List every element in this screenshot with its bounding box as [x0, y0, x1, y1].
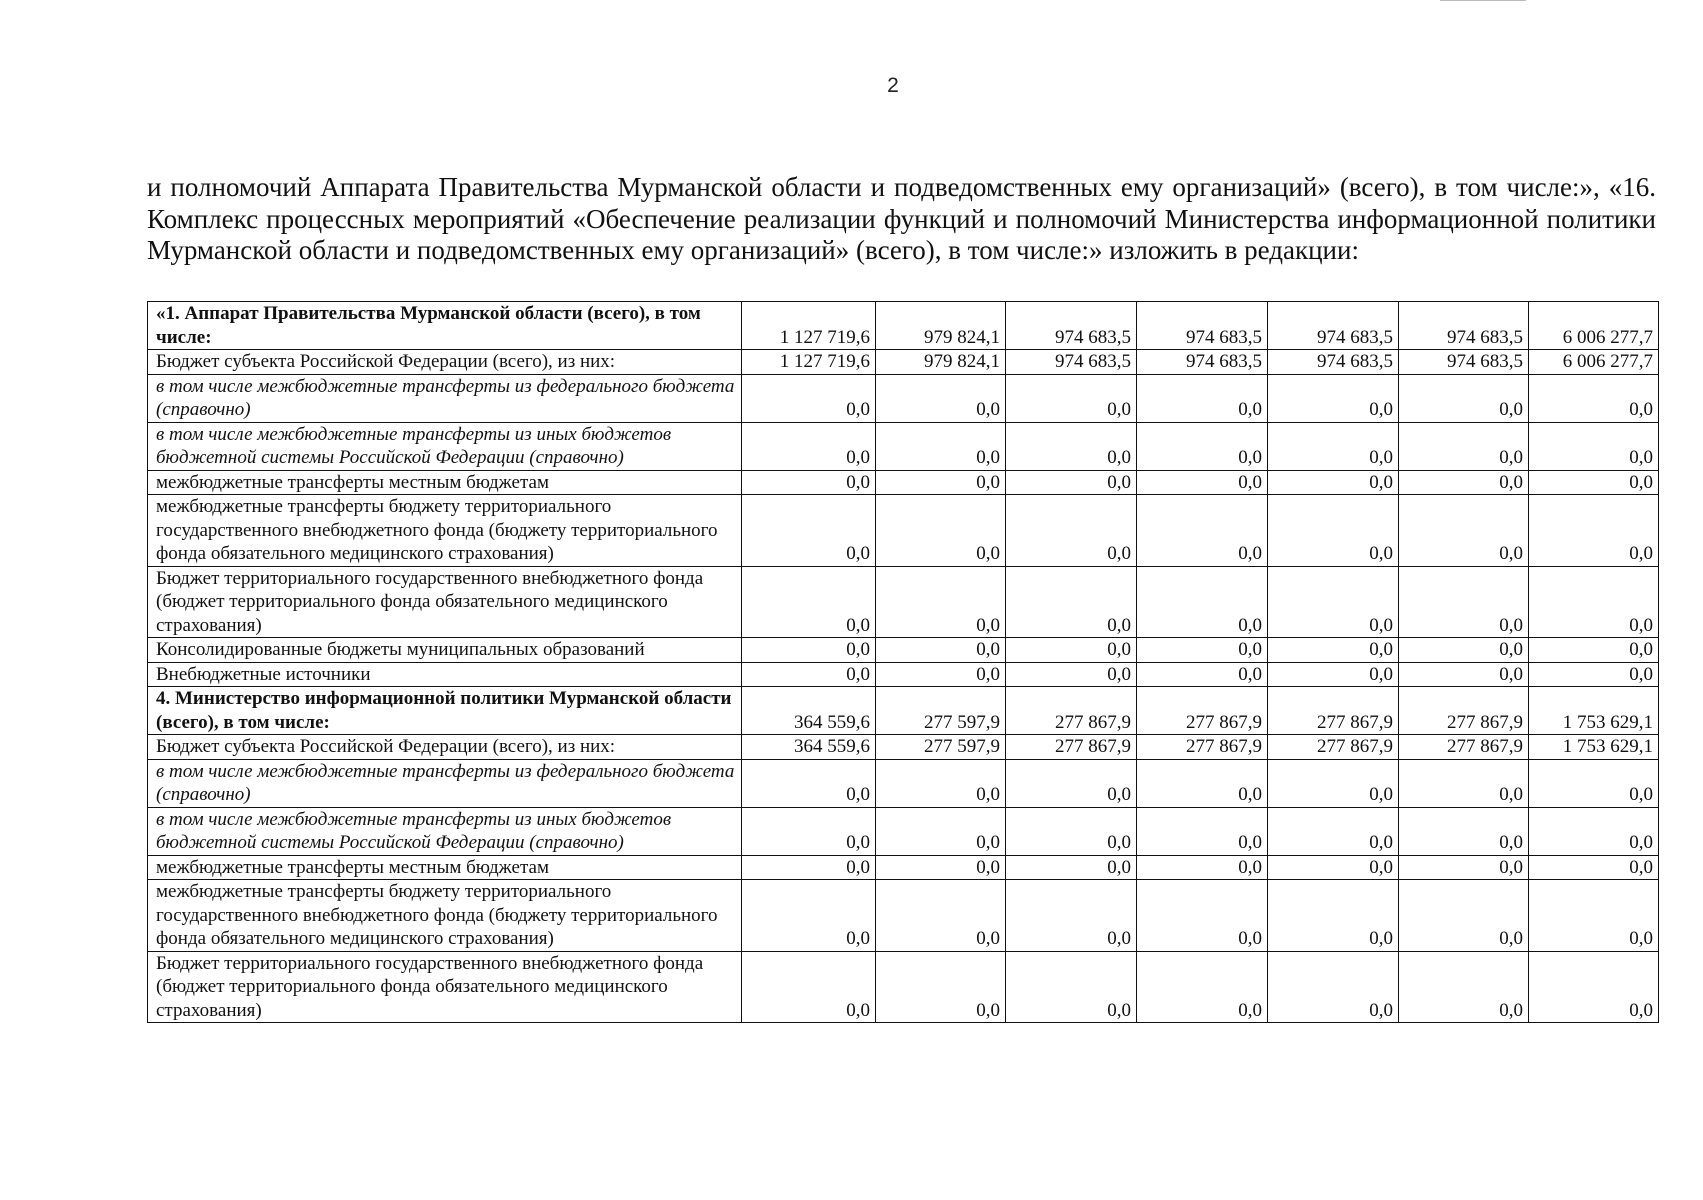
- row-year-value: 0,0: [1006, 951, 1137, 1023]
- row-year-value: 1 127 719,6: [742, 350, 876, 375]
- row-year-value: 0,0: [742, 374, 876, 422]
- table-row: [148, 759, 1659, 807]
- row-year-value: 0,0: [742, 422, 876, 470]
- table-row: [148, 422, 1659, 470]
- page-number: 2: [887, 74, 899, 97]
- table-row: [148, 638, 1659, 663]
- row-year-value: 0,0: [1137, 951, 1268, 1023]
- row-year-value: 0,0: [1399, 374, 1529, 422]
- row-label: в том числе межбюджетные трансферты из федерального бюджета (справочно): [148, 759, 742, 807]
- table-row: [148, 662, 1659, 687]
- row-total-value: 0,0: [1529, 638, 1659, 663]
- row-year-value: 0,0: [876, 470, 1006, 495]
- row-year-value: 0,0: [1137, 662, 1268, 687]
- row-year-value: 974 683,5: [1137, 302, 1268, 350]
- row-year-value: 974 683,5: [1006, 350, 1137, 375]
- row-year-value: 0,0: [1006, 470, 1137, 495]
- row-year-value: 0,0: [742, 759, 876, 807]
- row-year-value: 0,0: [742, 951, 876, 1023]
- row-year-value: 0,0: [1137, 638, 1268, 663]
- row-year-value: 277 867,9: [1268, 687, 1399, 735]
- row-year-value: 277 867,9: [1137, 735, 1268, 760]
- row-year-value: 0,0: [876, 855, 1006, 880]
- row-label: межбюджетные трансферты местным бюджетам: [148, 855, 742, 880]
- row-total-value: 1 753 629,1: [1529, 687, 1659, 735]
- row-year-value: 0,0: [1399, 880, 1529, 952]
- row-year-value: 974 683,5: [1268, 302, 1399, 350]
- row-year-value: 974 683,5: [1399, 302, 1529, 350]
- row-year-value: 0,0: [876, 662, 1006, 687]
- row-year-value: 0,0: [1268, 374, 1399, 422]
- row-year-value: 974 683,5: [1268, 350, 1399, 375]
- row-year-value: 0,0: [742, 855, 876, 880]
- table-row: [148, 855, 1659, 880]
- row-year-value: 0,0: [1137, 470, 1268, 495]
- row-year-value: 0,0: [742, 566, 876, 638]
- table-row: [148, 350, 1659, 375]
- row-year-value: 0,0: [1268, 880, 1399, 952]
- row-label: Бюджет субъекта Российской Федерации (всего), из них:: [148, 735, 742, 760]
- row-year-value: 0,0: [876, 374, 1006, 422]
- row-year-value: 0,0: [1006, 566, 1137, 638]
- row-year-value: 0,0: [1268, 495, 1399, 567]
- row-total-value: 1 753 629,1: [1529, 735, 1659, 760]
- top-edge-mark: [1440, 0, 1526, 1]
- row-year-value: 0,0: [742, 495, 876, 567]
- row-year-value: 0,0: [876, 807, 1006, 855]
- table-row: [148, 880, 1659, 952]
- row-total-value: 0,0: [1529, 470, 1659, 495]
- row-total-value: 6 006 277,7: [1529, 302, 1659, 350]
- row-year-value: 0,0: [1399, 951, 1529, 1023]
- table-row: [148, 687, 1659, 735]
- row-year-value: 0,0: [1268, 470, 1399, 495]
- row-total-value: 0,0: [1529, 759, 1659, 807]
- row-year-value: 0,0: [742, 662, 876, 687]
- row-year-value: 0,0: [1137, 880, 1268, 952]
- row-total-value: 6 006 277,7: [1529, 350, 1659, 375]
- row-label: Бюджет территориального государственного внебюджетного фонда (бюджет территориального фонда обязательного медицинского страхования): [148, 951, 742, 1023]
- row-year-value: 1 127 719,6: [742, 302, 876, 350]
- table-row: [148, 470, 1659, 495]
- table-row: [148, 951, 1659, 1023]
- row-year-value: 277 867,9: [1006, 735, 1137, 760]
- row-total-value: 0,0: [1529, 662, 1659, 687]
- row-total-value: 0,0: [1529, 855, 1659, 880]
- table-row: [148, 735, 1659, 760]
- row-label: Бюджет субъекта Российской Федерации (всего), из них:: [148, 350, 742, 375]
- row-year-value: 0,0: [1137, 566, 1268, 638]
- row-year-value: 0,0: [1268, 422, 1399, 470]
- row-year-value: 974 683,5: [1137, 350, 1268, 375]
- row-year-value: 0,0: [876, 880, 1006, 952]
- row-year-value: 277 867,9: [1399, 687, 1529, 735]
- table-row: [148, 374, 1659, 422]
- row-year-value: 0,0: [876, 495, 1006, 567]
- row-year-value: 0,0: [1137, 807, 1268, 855]
- row-year-value: 277 867,9: [1006, 687, 1137, 735]
- row-total-value: 0,0: [1529, 880, 1659, 952]
- row-year-value: 364 559,6: [742, 735, 876, 760]
- row-year-value: 0,0: [1006, 880, 1137, 952]
- row-year-value: 0,0: [1399, 638, 1529, 663]
- row-year-value: 0,0: [876, 422, 1006, 470]
- row-label: в том числе межбюджетные трансферты из федерального бюджета (справочно): [148, 374, 742, 422]
- row-year-value: 0,0: [1399, 807, 1529, 855]
- row-year-value: 277 597,9: [876, 735, 1006, 760]
- row-year-value: 0,0: [1399, 422, 1529, 470]
- row-year-value: 0,0: [1137, 374, 1268, 422]
- row-year-value: 277 867,9: [1137, 687, 1268, 735]
- intro-paragraph: [147, 172, 1656, 267]
- row-year-value: 0,0: [1399, 470, 1529, 495]
- row-total-value: 0,0: [1529, 495, 1659, 567]
- row-year-value: 0,0: [1006, 422, 1137, 470]
- row-label: Внебюджетные источники: [148, 662, 742, 687]
- row-label: «1. Аппарат Правительства Мурманской области (всего), в том числе:: [148, 302, 742, 350]
- row-year-value: 0,0: [876, 759, 1006, 807]
- row-year-value: 0,0: [876, 566, 1006, 638]
- row-year-value: 0,0: [876, 638, 1006, 663]
- row-year-value: 0,0: [1137, 759, 1268, 807]
- row-year-value: 0,0: [1006, 495, 1137, 567]
- row-label: межбюджетные трансферты бюджету территориального государственного внебюджетного фонда (бюджету территориального фонда обязательного медицинского страхования): [148, 880, 742, 952]
- row-year-value: 0,0: [876, 951, 1006, 1023]
- row-total-value: 0,0: [1529, 374, 1659, 422]
- row-year-value: 0,0: [1006, 855, 1137, 880]
- row-year-value: 0,0: [1137, 855, 1268, 880]
- row-year-value: 0,0: [1006, 662, 1137, 687]
- row-year-value: 277 867,9: [1268, 735, 1399, 760]
- row-year-value: 277 867,9: [1399, 735, 1529, 760]
- row-year-value: 974 683,5: [1399, 350, 1529, 375]
- row-year-value: 0,0: [1399, 495, 1529, 567]
- row-year-value: 0,0: [1268, 855, 1399, 880]
- table-row: [148, 566, 1659, 638]
- row-year-value: 979 824,1: [876, 302, 1006, 350]
- row-year-value: 0,0: [1399, 566, 1529, 638]
- row-year-value: 0,0: [1268, 638, 1399, 663]
- row-label: межбюджетные трансферты местным бюджетам: [148, 470, 742, 495]
- row-total-value: 0,0: [1529, 807, 1659, 855]
- row-label: межбюджетные трансферты бюджету территориального государственного внебюджетного фонда (бюджету территориального фонда обязательного медицинского страхования): [148, 495, 742, 567]
- row-year-value: 0,0: [1268, 951, 1399, 1023]
- row-year-value: 0,0: [742, 638, 876, 663]
- row-year-value: 0,0: [742, 470, 876, 495]
- row-year-value: 0,0: [1399, 855, 1529, 880]
- row-year-value: 979 824,1: [876, 350, 1006, 375]
- row-year-value: 0,0: [1268, 759, 1399, 807]
- row-total-value: 0,0: [1529, 951, 1659, 1023]
- row-year-value: 0,0: [1268, 807, 1399, 855]
- row-year-value: 0,0: [1137, 495, 1268, 567]
- row-year-value: 0,0: [742, 807, 876, 855]
- intro-text: и полномочий Аппарата Правительства Мурманской области и подведомственных ему организаций» (всего), в том числе:», «16. Комплекс процессных мероприятий «Обеспечение реализации функций и полномочий Министерства информационной политики Мурманской области и подведомственных ему организаций» (всего), в том числе:» изложить в редакции:: [147, 172, 1656, 265]
- row-year-value: 0,0: [1399, 759, 1529, 807]
- row-year-value: 0,0: [1268, 566, 1399, 638]
- row-year-value: 0,0: [1006, 759, 1137, 807]
- row-year-value: 0,0: [1006, 807, 1137, 855]
- row-year-value: 0,0: [1006, 638, 1137, 663]
- budget-table: [147, 301, 1659, 1023]
- row-year-value: 0,0: [1006, 374, 1137, 422]
- row-year-value: 277 597,9: [876, 687, 1006, 735]
- row-label: Консолидированные бюджеты муниципальных образований: [148, 638, 742, 663]
- row-year-value: 0,0: [742, 880, 876, 952]
- table-row: [148, 495, 1659, 567]
- table-row: [148, 302, 1659, 350]
- row-year-value: 0,0: [1268, 662, 1399, 687]
- row-label: Бюджет территориального государственного внебюджетного фонда (бюджет территориального фонда обязательного медицинского страхования): [148, 566, 742, 638]
- row-year-value: 0,0: [1399, 662, 1529, 687]
- row-label: 4. Министерство информационной политики Мурманской области (всего), в том числе:: [148, 687, 742, 735]
- budget-table-body: [148, 302, 1659, 1023]
- row-year-value: 974 683,5: [1006, 302, 1137, 350]
- row-year-value: 364 559,6: [742, 687, 876, 735]
- row-year-value: 0,0: [1137, 422, 1268, 470]
- row-total-value: 0,0: [1529, 422, 1659, 470]
- table-row: [148, 807, 1659, 855]
- row-label: в том числе межбюджетные трансферты из иных бюджетов бюджетной системы Российской Федерации (справочно): [148, 422, 742, 470]
- row-total-value: 0,0: [1529, 566, 1659, 638]
- row-label: в том числе межбюджетные трансферты из иных бюджетов бюджетной системы Российской Федерации (справочно): [148, 807, 742, 855]
